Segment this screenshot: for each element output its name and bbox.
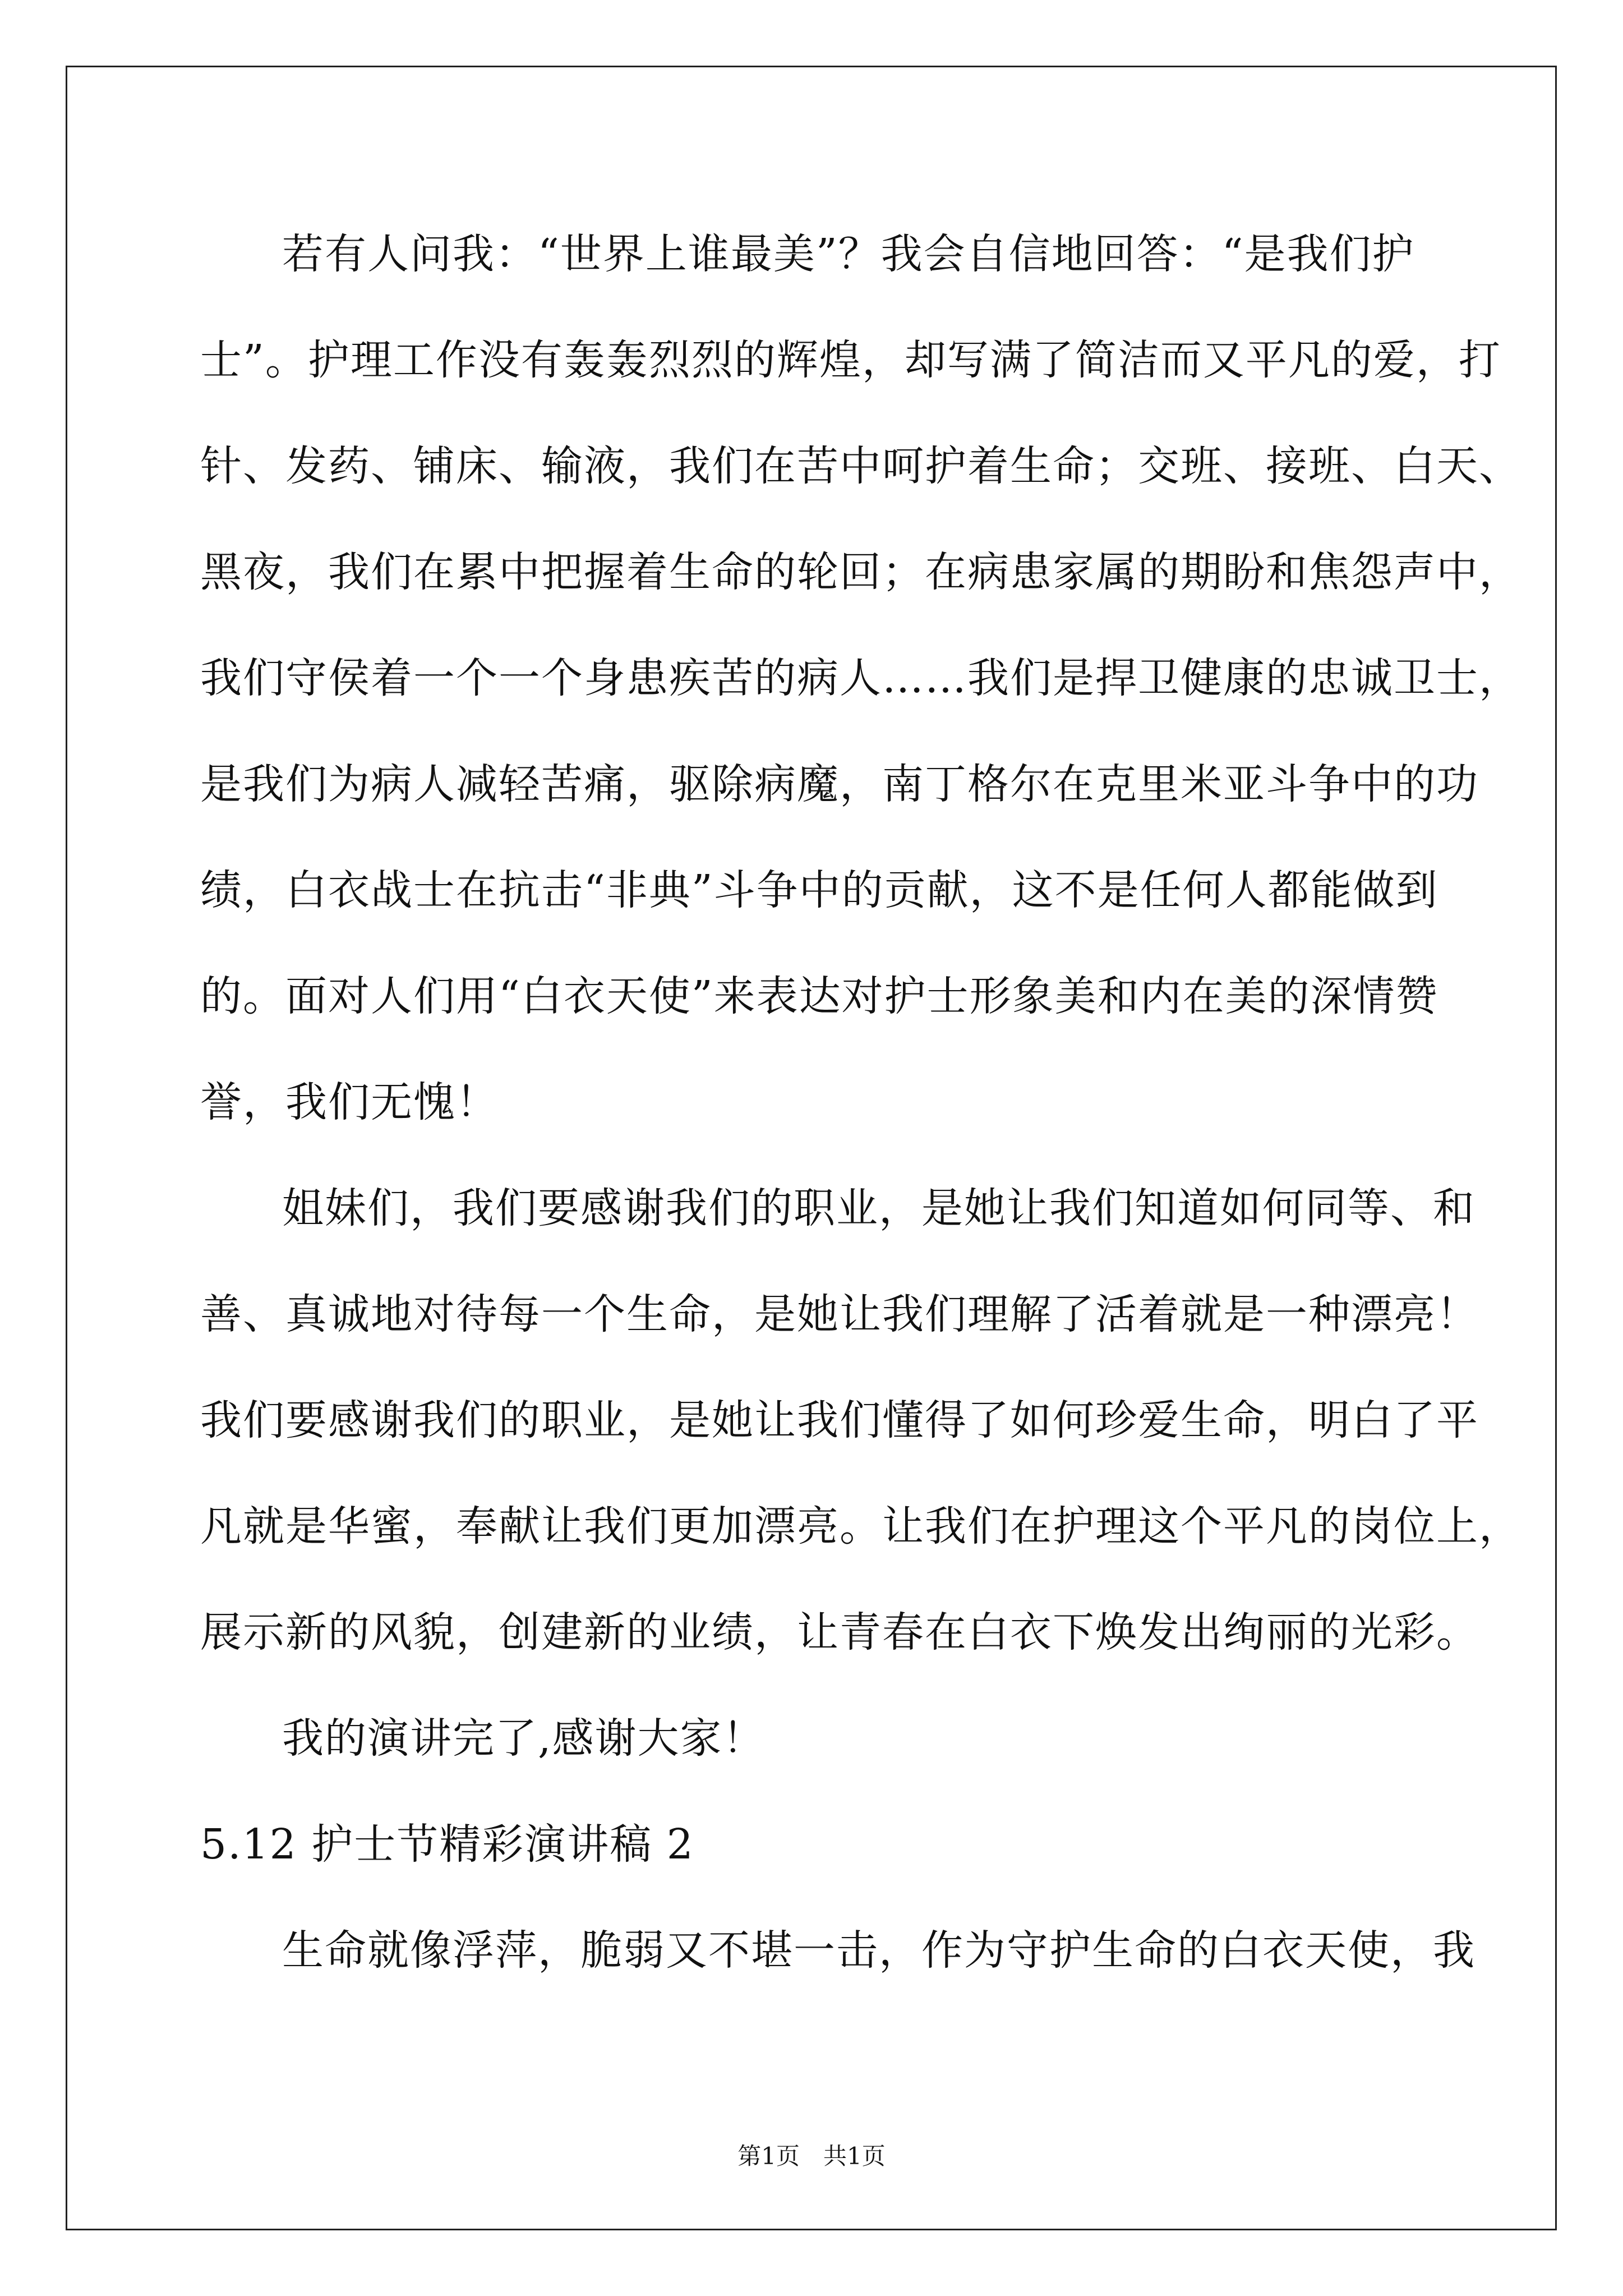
section-heading: 5.12 护士节精彩演讲稿 2 — [200, 1820, 694, 1869]
text-line: 黑夜，我们在累中把握着生命的轮回；在病患家属的期盼和焦怨声中， — [200, 548, 1521, 596]
text-line: 是我们为病人减轻苦痛，驱除病魔，南丁格尔在克里米亚斗争中的功 — [200, 760, 1479, 808]
text-line: 士”。护理工作没有轰轰烈烈的辉煌，却写满了简洁而又平凡的爱，打 — [200, 336, 1501, 384]
text-line: 凡就是华蜜，奉献让我们更加漂亮。让我们在护理这个平凡的岗位上， — [200, 1502, 1521, 1550]
text-line: 善、真诚地对待每一个生命，是她让我们理解了活着就是一种漂亮！ — [200, 1290, 1479, 1338]
text-line: 誉，我们无愧！ — [200, 1078, 499, 1126]
text-line: 展示新的风貌，创建新的业绩，让青春在白衣下焕发出绚丽的光彩。 — [200, 1608, 1479, 1657]
text-line: 生命就像浮萍，脆弱又不堪一击，作为守护生命的白衣天使，我 — [282, 1926, 1476, 1975]
text-line: 我的演讲完了,感谢大家！ — [282, 1714, 766, 1763]
text-line: 的。面对人们用“白衣天使”来表达对护士形象美和内在美的深情赞 — [200, 972, 1438, 1020]
text-line: 我们守侯着一个一个身患疾苦的病人……我们是捍卫健康的忠诚卫士， — [200, 654, 1521, 702]
text-line: 绩，白衣战士在抗击“非典”斗争中的贡献，这不是任何人都能做到 — [200, 866, 1438, 914]
text-line: 姐妹们，我们要感谢我们的职业，是她让我们知道如何同等、和 — [282, 1184, 1476, 1232]
text-line: 针、发药、铺床、输液，我们在苦中呵护着生命；交班、接班、白天、 — [200, 442, 1521, 490]
page-footer: 第1页 共1页 — [737, 2142, 886, 2170]
text-line: 若有人问我：“世界上谁最美”？我会自信地回答：“是我们护 — [282, 230, 1415, 278]
text-line: 我们要感谢我们的职业，是她让我们懂得了如何珍爱生命，明白了平 — [200, 1396, 1479, 1444]
